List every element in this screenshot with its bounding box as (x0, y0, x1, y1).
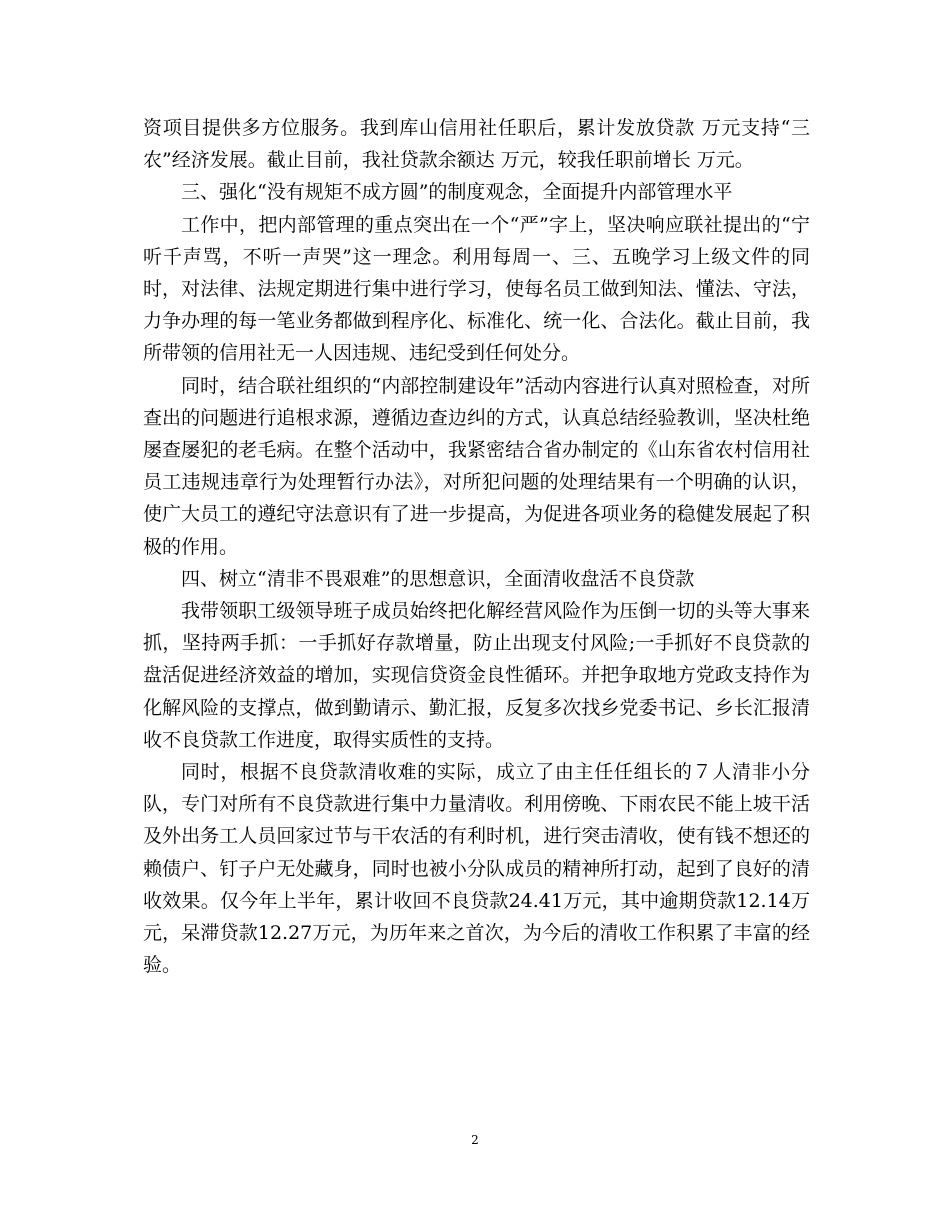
section-heading-3: 三、强化“没有规矩不成方圆”的制度观念，全面提升内部管理水平 (181, 181, 733, 204)
section-heading-4: 四、树立“清非不畏艰难”的思想意识，全面清收盘活不良贷款 (181, 567, 695, 590)
paragraph: 同时，根据不良贷款清收难的实际，成立了由主任任组长的７人清非小分队，专门对所有不良贷款进行集中力量清收。利用傍晚、下雨农民不能上坡干活及外出务工人员回家过节与干农活的有利时机，进行突击清收，使有钱不想还的赖债户、钉子户无处藏身，同时也被小分队成员的精神所打动，起到了良好的清收效果。仅今年上半年，累计收回不良贷款24.41万元，其中逾期贷款12.14万元，呆滞贷款12.27万元，为历年来之首次，为今后的清收工作积累了丰富的经验。 (143, 761, 810, 977)
document-body (143, 112, 810, 981)
paragraph: 同时，结合联社组织的“内部控制建设年”活动内容进行认真对照检查，对所查出的问题进行追根求源，遵循边查边纠的方式，认真总结经验教训，坚决杜绝屡查屡犯的老毛病。在整个活动中，我紧密结合省办制定的《山东省农村信用社员工违规违章行为处理暂行办法》，对所犯问题的处理结果有一个明确的认识，使广大员工的遵纪守法意识有了进一步提高，为促进各项业务的稳健发展起了积极的作用。 (143, 374, 810, 558)
page-number: 2 (471, 1133, 479, 1147)
paragraph: 工作中，把内部管理的重点突出在一个“严”字上，坚决响应联社提出的“宁听千声骂，不听一声哭”这一理念。利用每周一、三、五晚学习上级文件的同时，对法律、法规定期进行集中进行学习，使每名员工做到知法、懂法、守法，力争办理的每一笔业务都做到程序化、标准化、统一化、合法化。截止目前，我所带领的信用社无一人因违规、违纪受到任何处分。 (143, 213, 810, 365)
paragraph: 我带领职工级领导班子成员始终把化解经营风险作为压倒一切的头等大事来抓，坚持两手抓：一手抓好存款增量，防止出现支付风险;一手抓好不良贷款的盘活促进经济效益的增加，实现信贷资金良性循环。并把争取地方党政支持作为化解风险的支撑点，做到勤请示、勤汇报，反复多次找乡党委书记、乡长汇报清收不良贷款工作进度，取得实质性的支持。 (143, 600, 810, 751)
paragraph-continuation: 资项目提供多方位服务。我到库山信用社任职后，累计发放贷款 万元支持“三农”经济发展。截止目前，我社贷款余额达 万元，较我任职前增长 万元。 (143, 117, 810, 172)
